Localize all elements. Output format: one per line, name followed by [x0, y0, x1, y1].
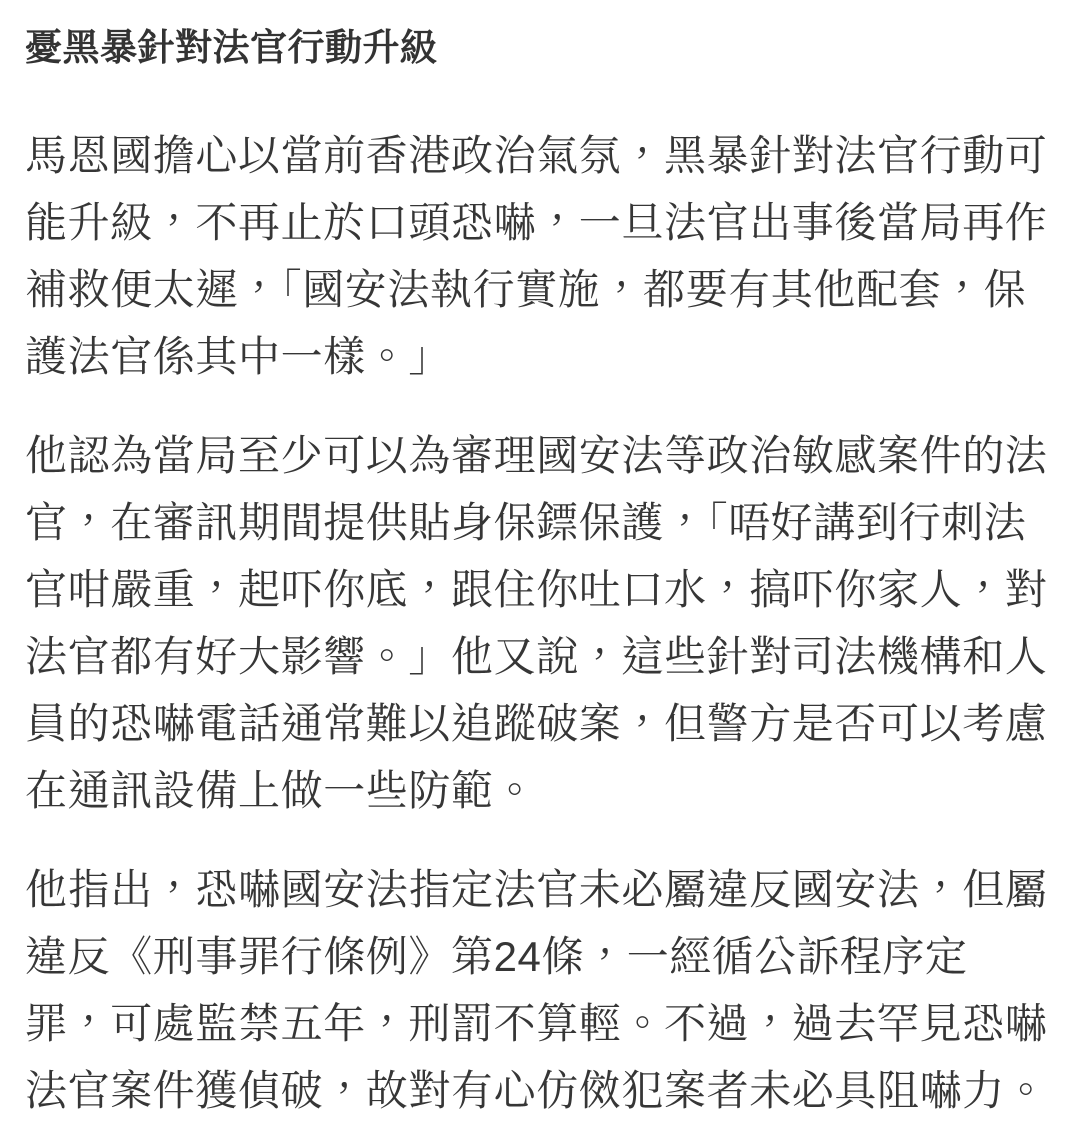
- text-line: 法官都有好大影響。」他又說，這些針對司法機構和人: [25, 633, 1048, 680]
- article-heading: 憂黑暴針對法官行動升級: [25, 27, 438, 68]
- text-line: 補救便太遲，「國安法執行實施，都要有其他配套，保: [25, 266, 1027, 313]
- text-line: 他指出，恐嚇國安法指定法官未必屬違反國安法，但屬: [25, 866, 1048, 913]
- text-line: 官，在審訊期間提供貼身保鏢保護，「唔好講到行刺法: [25, 499, 1027, 546]
- article-paragraph-3: [25, 856, 1053, 1124]
- article-paragraph-2: [25, 422, 1053, 824]
- text-line: 違反《刑事罪行條例》第24條，一經循公訴程序定: [25, 933, 968, 980]
- text-line: 馬恩國擔心以當前香港政治氣氛，黑暴針對法官行動可: [25, 132, 1048, 179]
- article-paragraph-1: [25, 122, 1053, 390]
- text-line: 法官案件獲偵破，故對有心仿傚犯案者未必具阻嚇力。: [25, 1067, 1048, 1114]
- text-line: 能升級，不再止於口頭恐嚇，一旦法官出事後當局再作: [25, 199, 1048, 246]
- text-line: 罪，可處監禁五年，刑罰不算輕。不過，過去罕見恐嚇: [25, 1000, 1048, 1047]
- text-line: 在通訊設備上做一些防範。: [25, 767, 537, 814]
- text-line: 護法官係其中一樣。」: [25, 333, 452, 380]
- text-line: 他認為當局至少可以為審理國安法等政治敏感案件的法: [25, 432, 1048, 479]
- text-line: 官咁嚴重，起吓你底，跟住你吐口水，搞吓你家人，對: [25, 566, 1048, 613]
- text-line: 員的恐嚇電話通常難以追蹤破案，但警方是否可以考慮: [25, 700, 1048, 747]
